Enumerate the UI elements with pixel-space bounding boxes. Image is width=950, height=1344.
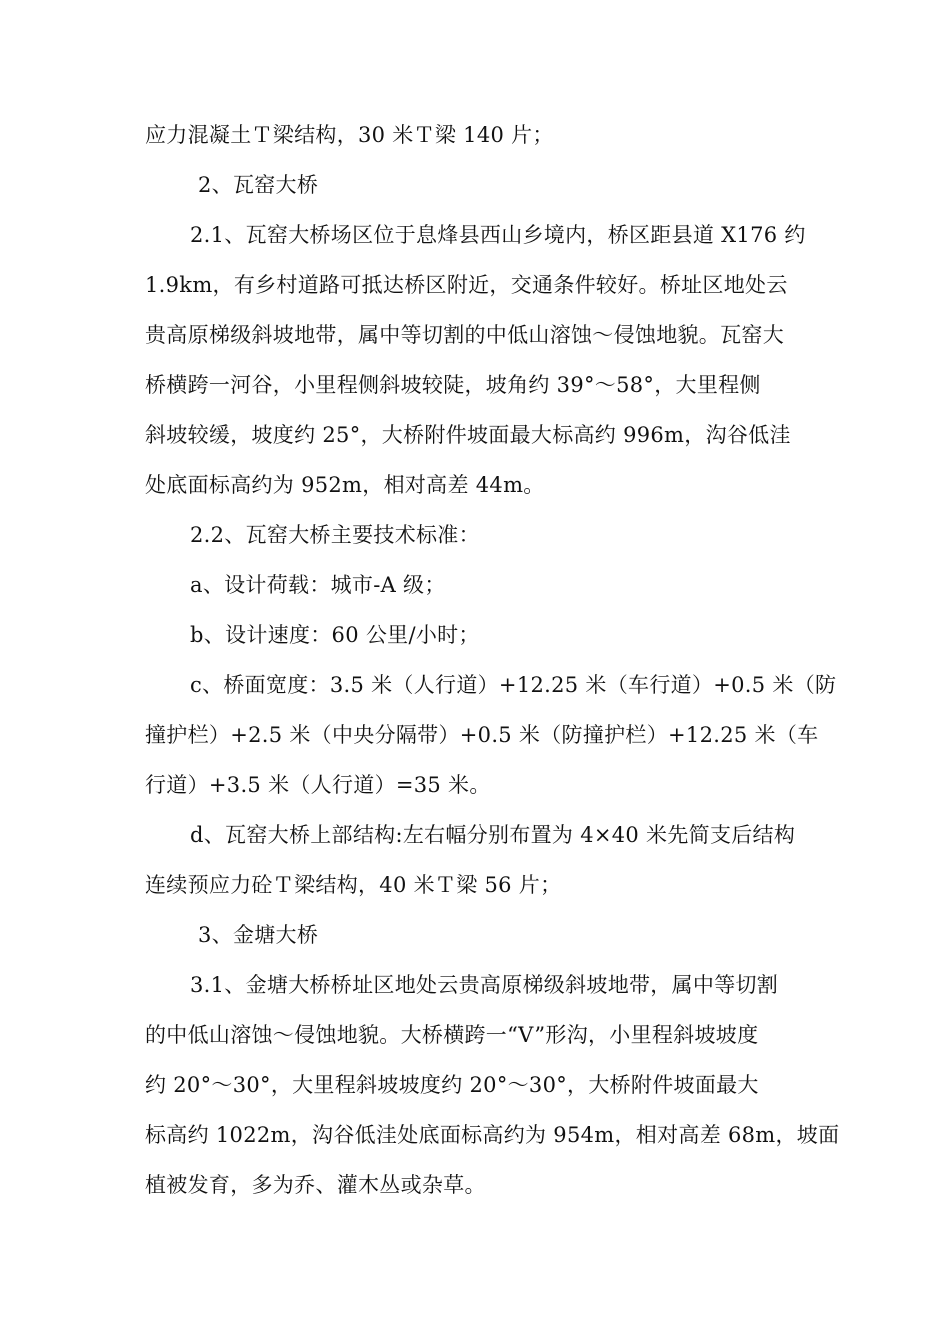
paragraph-line: 连续预应力砼Ｔ梁结构，40 米Ｔ梁 56 片； [145,873,562,897]
paragraph-line: 的中低山溶蚀～侵蚀地貌。大桥横跨一“V”形沟，小里程斜坡坡度 [145,1023,759,1047]
paragraph-line: 约 20°～30°，大里程斜坡坡度约 20°～30°，大桥附件坡面最大 [145,1073,759,1097]
paragraph-line: c、桥面宽度：3.5 米（人行道）+12.25 米（车行道）+0.5 米（防 [190,673,837,697]
paragraph-line: 1.9km，有乡村道路可抵达桥区附近，交通条件较好。桥址区地处云 [145,273,788,297]
paragraph-line: 贵高原梯级斜坡地带，属中等切割的中低山溶蚀～侵蚀地貌。瓦窑大 [145,323,784,347]
paragraph-line: 植被发育，多为乔、灌木丛或杂草。 [145,1173,486,1197]
paragraph-line: 2.1、瓦窑大桥场区位于息烽县西山乡境内，桥区距县道 X176 约 [190,223,806,247]
paragraph-line: b、设计速度：60 公里/小时； [190,623,480,647]
paragraph-line: a、设计荷载：城市-A 级； [190,573,446,597]
section-heading-3: 3、金塘大桥 [198,923,319,947]
paragraph-line: 处底面标高约为 952m，相对高差 44m。 [145,473,545,497]
paragraph-line: 3.1、金塘大桥桥址区地处云贵高原梯级斜坡地带，属中等切割 [190,973,779,997]
paragraph-line: 标高约 1022m，沟谷低洼处底面标高约为 954m，相对高差 68m，坡面 [145,1123,840,1147]
paragraph-line: 撞护栏）+2.5 米（中央分隔带）+0.5 米（防撞护栏）+12.25 米（车 [145,723,819,747]
section-heading-2: 2、瓦窑大桥 [198,173,319,197]
paragraph-line: d、瓦窑大桥上部结构:左右幅分别布置为 4×40 米先简支后结构 [190,823,796,847]
paragraph-line: 斜坡较缓，坡度约 25°，大桥附件坡面最大标高约 996m，沟谷低洼 [145,423,791,447]
paragraph-line: 2.2、瓦窑大桥主要技术标准： [190,523,480,547]
paragraph-line: 应力混凝土Ｔ梁结构，30 米Ｔ梁 140 片； [145,123,554,147]
paragraph-line: 桥横跨一河谷，小里程侧斜坡较陡，坡角约 39°～58°，大里程侧 [145,373,761,397]
paragraph-line: 行道）+3.5 米（人行道）=35 米。 [145,773,491,797]
